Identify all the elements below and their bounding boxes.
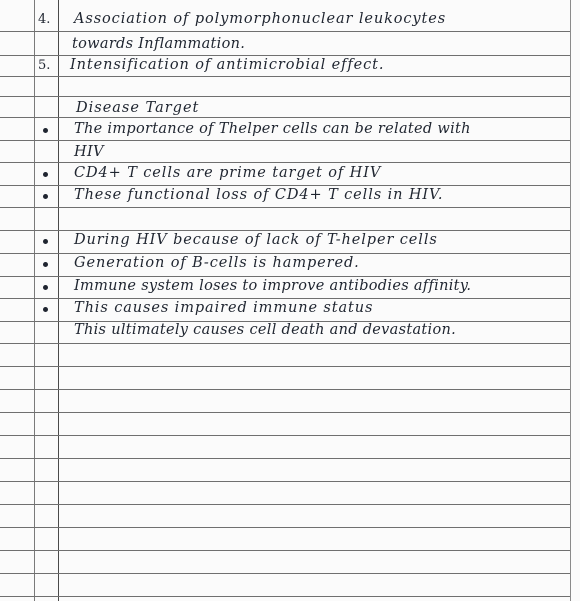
- ruled-line: [0, 207, 570, 208]
- left-border-line: [34, 0, 35, 601]
- ruled-line: [0, 596, 570, 597]
- ruled-line: [0, 55, 570, 56]
- ruled-line: [0, 117, 570, 118]
- bullet: [43, 172, 48, 177]
- item-number-5: 5.: [38, 58, 51, 73]
- ruled-line: [0, 76, 570, 77]
- note-line-8: These functional loss of CD4+ T cells in HIV.: [74, 187, 444, 203]
- section-heading: Disease Target: [76, 100, 200, 116]
- note-line-13: This ultimately causes cell death and devastation.: [74, 322, 457, 338]
- ruled-line: [0, 343, 570, 344]
- ruled-line: [0, 185, 570, 186]
- margin-line: [58, 0, 59, 601]
- ruled-line: [0, 230, 570, 231]
- ruled-line: [0, 412, 570, 413]
- note-line-11: Immune system loses to improve antibodies affinity.: [74, 278, 472, 294]
- bullet: [43, 239, 48, 244]
- ruled-line: [0, 527, 570, 528]
- note-line-6: HIV: [74, 144, 104, 160]
- note-line-1: Association of polymorphonuclear leukocytes: [74, 11, 447, 27]
- ruled-line: [0, 550, 570, 551]
- ruled-line: [0, 31, 570, 32]
- ruled-line: [0, 366, 570, 367]
- bullet: [43, 194, 48, 199]
- note-line-7: CD4+ T cells are prime target of HIV: [74, 165, 382, 181]
- bullet: [43, 285, 48, 290]
- bullet: [43, 128, 48, 133]
- note-line-10: Generation of B-cells is hampered.: [74, 255, 360, 271]
- bullet: [43, 307, 48, 312]
- ruled-line: [0, 253, 570, 254]
- note-line-5: The importance of Thelper cells can be related with: [74, 121, 471, 137]
- bullet: [43, 262, 48, 267]
- right-border-line: [570, 0, 571, 601]
- ruled-line: [0, 162, 570, 163]
- ruled-line: [0, 504, 570, 505]
- ruled-line: [0, 435, 570, 436]
- note-line-2: towards Inflammation.: [72, 36, 246, 52]
- item-number-4: 4.: [38, 12, 51, 27]
- note-line-3: Intensification of antimicrobial effect.: [70, 57, 385, 73]
- ruled-line: [0, 96, 570, 97]
- note-line-12: This causes impaired immune status: [74, 300, 374, 316]
- note-line-9: During HIV because of lack of T-helper cells: [74, 232, 438, 248]
- ruled-line: [0, 140, 570, 141]
- ruled-line: [0, 481, 570, 482]
- ruled-line: [0, 458, 570, 459]
- ruled-line: [0, 389, 570, 390]
- ruled-line: [0, 573, 570, 574]
- ruled-line: [0, 298, 570, 299]
- ruled-line: [0, 276, 570, 277]
